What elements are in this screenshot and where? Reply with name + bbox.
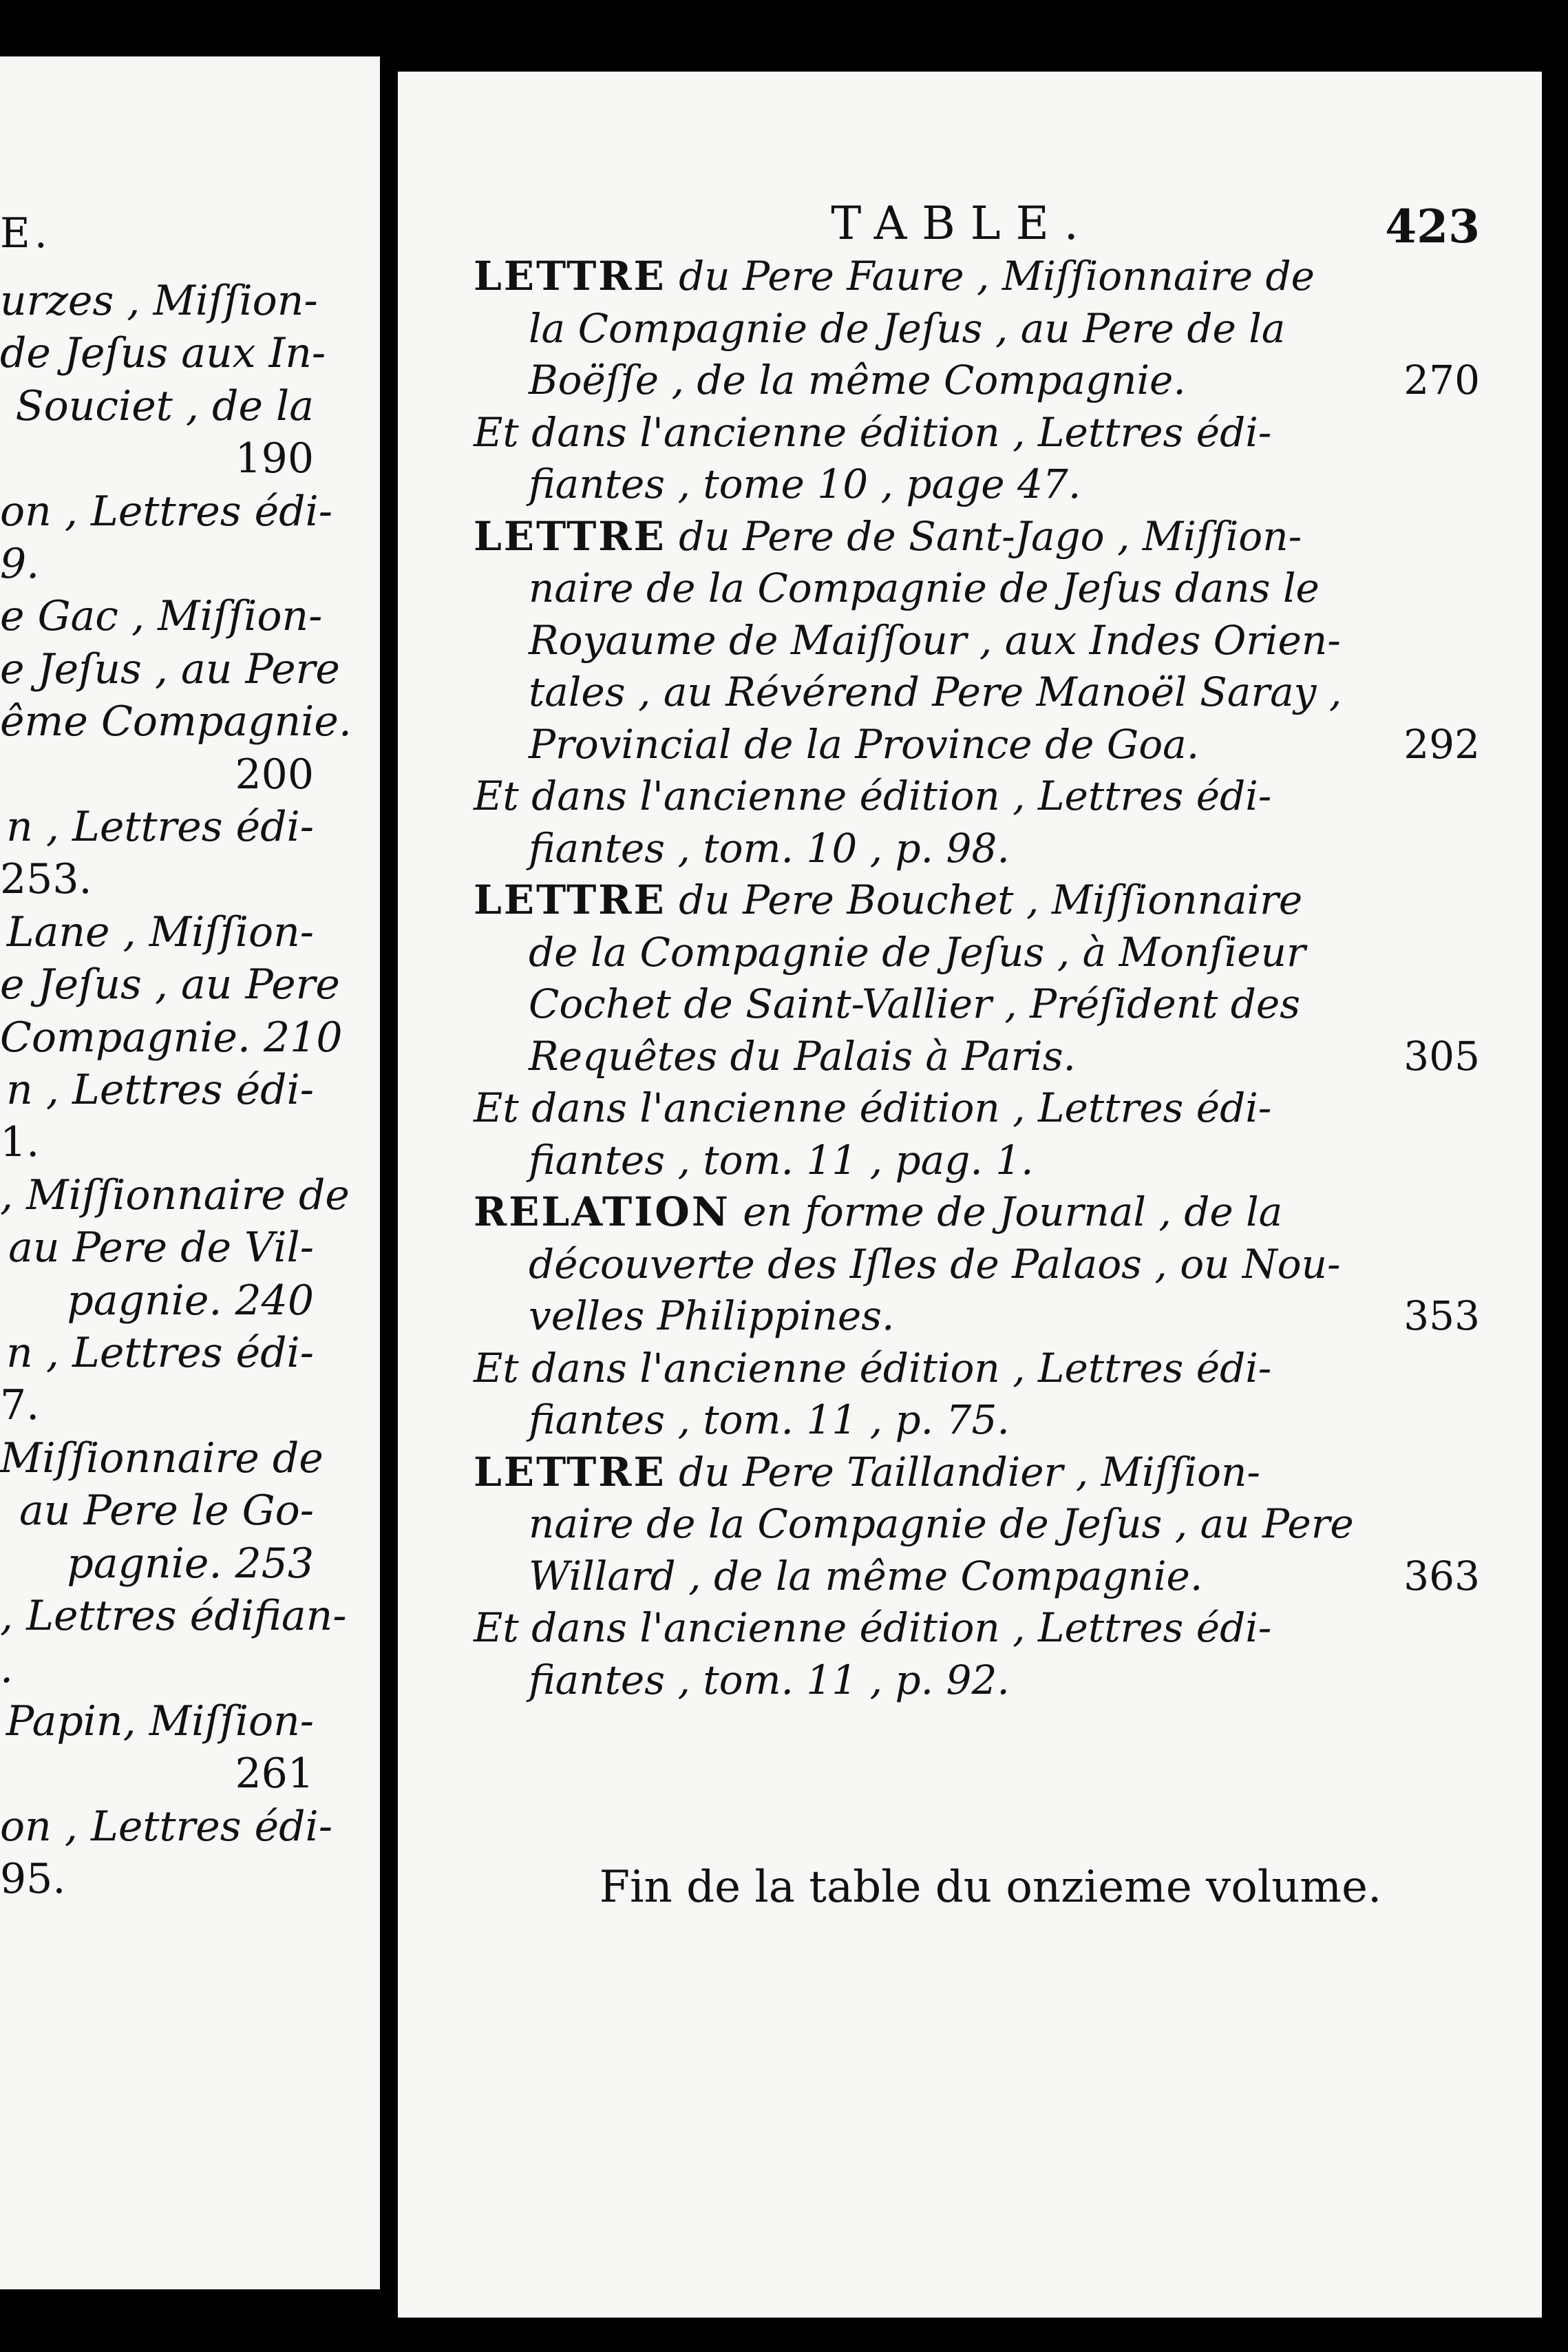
toc-line [529, 1396, 1480, 1443]
toc-line-text [474, 1344, 1272, 1392]
left-fragment-line: e Gac , Miſſion- [0, 592, 323, 641]
entry-text: naire de la Compagnie de Jeſus , au Pere [529, 1500, 1354, 1547]
toc-line-text [529, 928, 1306, 976]
left-fragment-line: 190 [235, 434, 314, 483]
entry-text: du Pere Bouchet , Miſſionnaire [666, 876, 1303, 923]
toc-line [529, 720, 1480, 768]
left-fragment-line: au Pere le Go- [19, 1487, 314, 1535]
running-title: TABLE. [831, 197, 1094, 250]
left-fragment-line: on , Lettres édi- [0, 1802, 332, 1851]
toc-line-text [529, 1032, 1076, 1080]
toc-line-text [529, 1552, 1203, 1599]
entry-text: découverte des Iſles de Palaos , ou Nou- [529, 1240, 1341, 1288]
toc-line [529, 565, 1480, 611]
entry-text: naire de la Compagnie de Jeſus dans le [529, 565, 1320, 611]
toc-line [529, 1656, 1480, 1703]
toc-line-text [529, 1292, 895, 1339]
entry-text: du Pere de Sant-Jago , Miſſion- [666, 512, 1302, 560]
toc-line [529, 304, 1480, 352]
entry-text: Et dans l'ancienne édition , Lettres édi- [474, 1084, 1272, 1131]
toc-line-text [474, 1188, 1283, 1235]
entry-keyword: RELATION [474, 1188, 730, 1235]
entry-keyword: LETTRE [474, 876, 666, 923]
toc-line [474, 1344, 1480, 1392]
toc-line [529, 928, 1480, 976]
entry-text: fiantes , tom. 11 , p. 75. [529, 1396, 1010, 1443]
entry-text: tales , au Révérend Pere Manoël Saray , [529, 669, 1342, 715]
entry-text: la Compagnie de Jeſus , au Pere de la [529, 304, 1286, 352]
entry-text: en forme de Journal , de la [730, 1188, 1283, 1235]
left-fragment-line: . [0, 1644, 14, 1693]
entry-page-number: 305 [1403, 1032, 1480, 1080]
left-fragment-line: e Jeſus , au Pere [0, 644, 340, 693]
entry-text: du Pere Taillandier , Miſſion- [666, 1448, 1260, 1495]
entry-text: fiantes , tome 10 , page 47. [529, 461, 1081, 507]
toc-line [474, 876, 1480, 923]
toc-line-text [529, 304, 1286, 352]
entry-text: Boëſſe , de la même Compagnie. [529, 357, 1186, 403]
toc-line-text [529, 565, 1320, 611]
left-fragment-line: Miſſionnaire de [0, 1434, 324, 1482]
toc-line-text [529, 1396, 1010, 1443]
left-fragment-line: 7. [0, 1381, 40, 1430]
right-page [398, 72, 1542, 2318]
left-fragment-line: n , Lettres édi- [6, 803, 314, 851]
left-fragment-line: on , Lettres édi- [0, 487, 332, 536]
left-fragment-line: Papin, Miſſion- [6, 1697, 314, 1745]
entry-text: Requêtes du Palais à Paris. [529, 1032, 1076, 1080]
entry-page-number: 363 [1403, 1552, 1480, 1599]
toc-line-text [529, 824, 1010, 872]
entry-text: Cochet de Saint-Vallier , Préſident des [529, 980, 1301, 1027]
left-fragment-line: 261 [235, 1750, 314, 1798]
entry-text: Et dans l'ancienne édition , Lettres édi- [474, 1344, 1272, 1392]
toc-line-text [474, 1604, 1272, 1651]
page-number: 423 [1385, 200, 1480, 253]
left-fragment-line: , Lettres édifian- [0, 1592, 347, 1640]
left-fragment-line: , Miſſionnaire de [0, 1170, 350, 1219]
toc-line-text [529, 669, 1342, 715]
entry-text: Willard , de la même Compagnie. [529, 1552, 1203, 1599]
toc-line [529, 1500, 1480, 1547]
closing-line: Fin de la table du onzieme volume. [599, 1862, 1382, 1913]
toc-line-text [529, 1656, 1010, 1703]
entry-text: Et dans l'ancienne édition , Lettres édi- [474, 408, 1272, 456]
toc-line-text [474, 408, 1272, 456]
toc-line [529, 824, 1480, 872]
entry-text: de la Compagnie de Jeſus , à Monſieur [529, 928, 1306, 976]
book-gutter [380, 0, 398, 2352]
left-fragment-line: urzes , Miſſion- [0, 277, 318, 325]
entry-text: fiantes , tom. 10 , p. 98. [529, 824, 1010, 872]
toc-line-text [529, 720, 1200, 768]
entry-page-number: 353 [1403, 1292, 1480, 1339]
toc-line-text [529, 461, 1081, 507]
toc-line [474, 408, 1480, 456]
toc-line-text [474, 253, 1315, 300]
left-fragment-line: 1. [0, 1118, 40, 1167]
toc-line [474, 1084, 1480, 1131]
left-fragment-line: Lane , Miſſion- [6, 907, 314, 956]
toc-line [474, 1188, 1480, 1235]
toc-line [529, 1240, 1480, 1288]
left-fragment-line: 9. [0, 540, 40, 588]
entry-text: Provincial de la Province de Goa. [529, 720, 1200, 768]
toc-line [529, 1552, 1480, 1599]
toc-line-text [474, 773, 1272, 819]
toc-line-text [474, 1084, 1272, 1131]
left-fragment-line: n , Lettres édi- [6, 1329, 314, 1377]
left-fragment-line: au Pere de Vil- [8, 1224, 314, 1272]
entry-text: velles Philippines. [529, 1292, 895, 1339]
toc-line-text [529, 357, 1186, 403]
entry-keyword: LETTRE [474, 512, 666, 560]
entry-text: du Pere Faure , Miſſionnaire de [666, 253, 1315, 300]
entry-text: Royaume de Maiſſour , aux Indes Orien- [529, 616, 1341, 664]
left-page [0, 56, 380, 2289]
left-fragment-line: Souciet , de la [15, 381, 314, 430]
left-fragment-line: 253. [0, 855, 92, 904]
entry-text: Et dans l'ancienne édition , Lettres édi- [474, 1604, 1272, 1651]
entry-text: fiantes , tom. 11 , p. 92. [529, 1656, 1010, 1703]
toc-line-text [529, 616, 1341, 664]
left-fragment-line: de Jeſus aux In- [0, 329, 326, 378]
toc-line [474, 253, 1480, 300]
left-fragment-line: pagnie. 240 [67, 1276, 314, 1325]
entry-text: Et dans l'ancienne édition , Lettres édi- [474, 773, 1272, 819]
left-fragment-line: pagnie. 253 [67, 1539, 314, 1588]
toc-line [529, 357, 1480, 403]
toc-line [474, 773, 1480, 819]
toc-line [474, 512, 1480, 560]
toc-line [474, 1448, 1480, 1495]
left-fragment-line: 95. [0, 1855, 66, 1903]
toc-line [529, 669, 1480, 715]
toc-line-text [474, 876, 1303, 923]
entry-page-number: 270 [1403, 357, 1480, 403]
left-running-head: E. [0, 209, 52, 258]
left-fragment-line: Compagnie. 210 [0, 1013, 343, 1062]
toc-line-text [529, 980, 1301, 1027]
left-fragment-line: 200 [235, 750, 314, 799]
toc-line-text [474, 512, 1302, 560]
toc-line-text [529, 1240, 1341, 1288]
entry-keyword: LETTRE [474, 253, 666, 300]
toc-line [529, 616, 1480, 664]
toc-line [529, 1136, 1480, 1184]
toc-line [529, 1292, 1480, 1339]
left-fragment-line: ême Compagnie. [0, 697, 352, 746]
toc-line [474, 1604, 1480, 1651]
toc-line-text [529, 1136, 1034, 1184]
toc-line [529, 461, 1480, 507]
toc-line-text [529, 1500, 1354, 1547]
toc-line [529, 980, 1480, 1027]
toc-line [529, 1032, 1480, 1080]
left-fragment-line: e Jeſus , au Pere [0, 960, 340, 1009]
entry-text: fiantes , tom. 11 , pag. 1. [529, 1136, 1034, 1184]
entry-page-number: 292 [1403, 720, 1480, 768]
left-fragment-line: n , Lettres édi- [6, 1066, 314, 1114]
entry-keyword: LETTRE [474, 1448, 666, 1495]
toc-line-text [474, 1448, 1260, 1495]
